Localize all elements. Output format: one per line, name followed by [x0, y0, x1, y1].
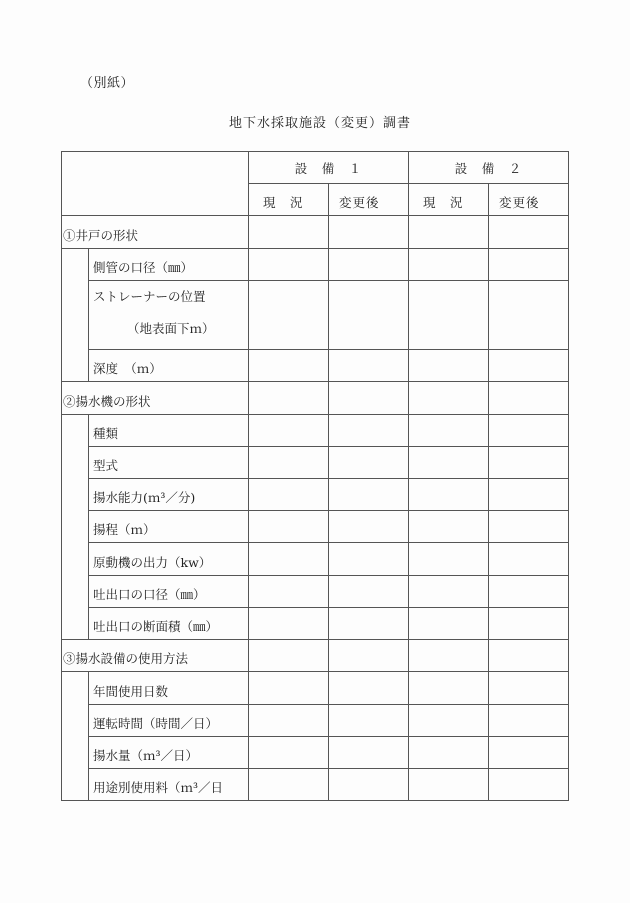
section-heading-pump-shape: ②揚水機の形状	[62, 382, 249, 415]
row-label: 運転時間（時間／日）	[89, 705, 249, 737]
input-cell[interactable]	[329, 382, 409, 415]
input-cell[interactable]	[489, 576, 569, 608]
indent-spacer	[62, 672, 89, 801]
input-cell[interactable]	[409, 479, 489, 511]
input-cell[interactable]	[249, 216, 329, 249]
input-cell[interactable]	[409, 608, 489, 640]
input-cell[interactable]	[489, 216, 569, 249]
input-cell[interactable]	[249, 705, 329, 737]
row-label: 用途別使用料（ｍ³／日	[89, 769, 249, 801]
table-row	[62, 576, 569, 608]
equipment-1-after-header: 変更後	[329, 184, 409, 216]
input-cell[interactable]	[409, 705, 489, 737]
input-cell[interactable]	[329, 672, 409, 705]
input-cell[interactable]	[409, 737, 489, 769]
input-cell[interactable]	[489, 479, 569, 511]
row-label: 側管の口径（㎜）	[89, 249, 249, 281]
equipment-2-after-header: 変更後	[489, 184, 569, 216]
header-blank-cell	[62, 152, 249, 216]
input-cell[interactable]	[329, 216, 409, 249]
indent-spacer	[62, 249, 89, 382]
table-row	[62, 350, 569, 382]
row-label: 吐出口の断面積（㎜）	[89, 608, 249, 640]
input-cell[interactable]	[329, 576, 409, 608]
input-cell[interactable]	[489, 281, 569, 350]
input-cell[interactable]	[249, 543, 329, 576]
input-cell[interactable]	[489, 249, 569, 281]
input-cell[interactable]	[489, 769, 569, 801]
table-row	[62, 705, 569, 737]
input-cell[interactable]	[249, 737, 329, 769]
row-label: 原動機の出力（kw）	[89, 543, 249, 576]
input-cell[interactable]	[409, 576, 489, 608]
input-cell[interactable]	[489, 737, 569, 769]
input-cell[interactable]	[249, 608, 329, 640]
input-cell[interactable]	[249, 672, 329, 705]
input-cell[interactable]	[249, 640, 329, 672]
input-cell[interactable]	[409, 249, 489, 281]
row-label: 年間使用日数	[89, 672, 249, 705]
row-label-strainer	[89, 281, 249, 350]
equipment-1-current-header: 現 況	[249, 184, 329, 216]
input-cell[interactable]	[329, 737, 409, 769]
input-cell[interactable]	[489, 350, 569, 382]
row-label: 深度 （ｍ）	[89, 350, 249, 382]
input-cell[interactable]	[249, 249, 329, 281]
equipment-1-header: 設 備 １	[249, 152, 409, 184]
input-cell[interactable]	[409, 415, 489, 447]
input-cell[interactable]	[329, 415, 409, 447]
input-cell[interactable]	[409, 281, 489, 350]
input-cell[interactable]	[249, 576, 329, 608]
row-label: 型式	[89, 447, 249, 479]
input-cell[interactable]	[489, 543, 569, 576]
table-row	[62, 511, 569, 543]
input-cell[interactable]	[409, 672, 489, 705]
table-row	[62, 737, 569, 769]
indent-spacer	[62, 415, 89, 640]
input-cell[interactable]	[249, 447, 329, 479]
input-cell[interactable]	[249, 281, 329, 350]
input-cell[interactable]	[489, 382, 569, 415]
table-row	[62, 479, 569, 511]
section-row	[62, 216, 569, 249]
input-cell[interactable]	[409, 640, 489, 672]
input-cell[interactable]	[249, 769, 329, 801]
input-cell[interactable]	[329, 511, 409, 543]
survey-table	[61, 151, 569, 801]
input-cell[interactable]	[329, 640, 409, 672]
input-cell[interactable]	[489, 640, 569, 672]
input-cell[interactable]	[409, 350, 489, 382]
attachment-note: （別紙）	[80, 76, 135, 91]
table-row	[62, 608, 569, 640]
input-cell[interactable]	[409, 769, 489, 801]
section-heading-well-shape: ①井戸の形状	[62, 216, 249, 249]
input-cell[interactable]	[489, 705, 569, 737]
input-cell[interactable]	[249, 350, 329, 382]
input-cell[interactable]	[249, 382, 329, 415]
table-row	[62, 672, 569, 705]
row-label: 揚程（ｍ）	[89, 511, 249, 543]
input-cell[interactable]	[409, 382, 489, 415]
table-row	[62, 249, 569, 281]
input-cell[interactable]	[489, 672, 569, 705]
equipment-2-header: 設 備 ２	[409, 152, 569, 184]
input-cell[interactable]	[249, 479, 329, 511]
input-cell[interactable]	[329, 543, 409, 576]
row-label: 揚水能力(ｍ³／分)	[89, 479, 249, 511]
input-cell[interactable]	[249, 511, 329, 543]
input-cell[interactable]	[489, 415, 569, 447]
equipment-2-current-header: 現 況	[409, 184, 489, 216]
input-cell[interactable]	[329, 705, 409, 737]
table-row	[62, 415, 569, 447]
table-row	[62, 447, 569, 479]
row-label: 揚水量（ｍ³／日）	[89, 737, 249, 769]
input-cell[interactable]	[489, 511, 569, 543]
table-row	[62, 543, 569, 576]
row-label: 吐出口の口径（㎜）	[89, 576, 249, 608]
input-cell[interactable]	[489, 608, 569, 640]
input-cell[interactable]	[329, 281, 409, 350]
input-cell[interactable]	[329, 479, 409, 511]
input-cell[interactable]	[409, 447, 489, 479]
input-cell[interactable]	[329, 350, 409, 382]
row-label-line2: （地表面下ｍ）	[127, 321, 215, 336]
input-cell[interactable]	[329, 249, 409, 281]
input-cell[interactable]	[409, 511, 489, 543]
table-row	[62, 281, 569, 350]
input-cell[interactable]	[489, 447, 569, 479]
row-label-line1: ストレーナーの位置	[93, 289, 206, 304]
input-cell[interactable]	[249, 415, 329, 447]
input-cell[interactable]	[409, 216, 489, 249]
input-cell[interactable]	[329, 608, 409, 640]
section-heading-pump-usage: ③揚水設備の使用方法	[62, 640, 249, 672]
document-title: 地下水採取施設（変更）調書	[228, 116, 411, 131]
input-cell[interactable]	[409, 543, 489, 576]
input-cell[interactable]	[329, 769, 409, 801]
table-row	[62, 769, 569, 801]
input-cell[interactable]	[329, 447, 409, 479]
row-label: 種類	[89, 415, 249, 447]
